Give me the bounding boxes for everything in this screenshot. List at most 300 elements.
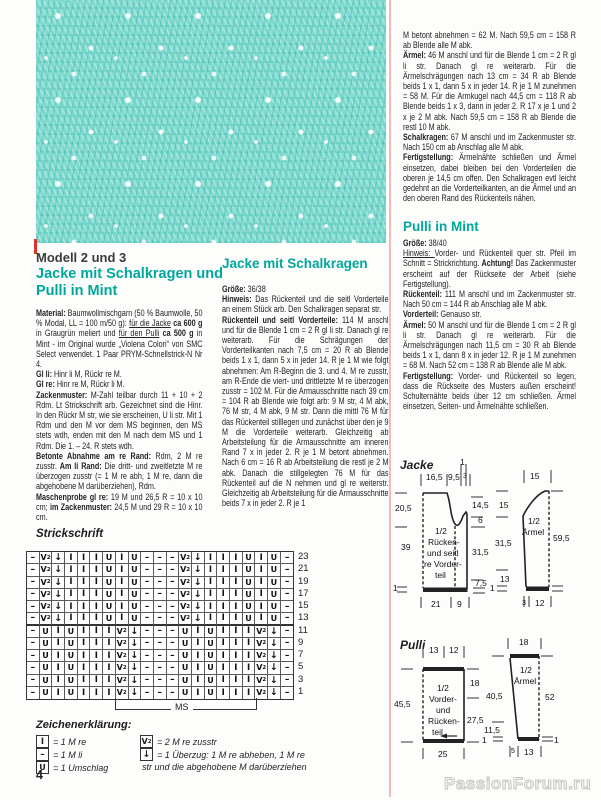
watermark: PassionForum.ru [444, 774, 592, 793]
chart-cell-yo: U [40, 662, 53, 674]
chart-cell-k: I [65, 601, 78, 613]
chart-cell-k2: V 2 [255, 675, 268, 687]
chart-cell-k: I [90, 613, 103, 625]
chart-cell-sl: ↓ [268, 638, 281, 650]
chart-cell-k: I [65, 564, 78, 576]
chart-cell-sl: ↓ [268, 687, 281, 699]
legend-text: = 1 M re [53, 736, 87, 747]
chart-cell-k: I [78, 687, 91, 699]
chart-cell-k: I [65, 589, 78, 601]
row-number: 13 [298, 612, 309, 624]
chart-cell-p: – [154, 662, 167, 674]
chart-cell-yo: U [179, 650, 192, 662]
chart-cell-sl: ↓ [129, 650, 142, 662]
legend-symbol-p-icon: – [36, 748, 49, 761]
chart-cell-k: I [192, 662, 205, 674]
chart-cell-p: – [154, 564, 167, 576]
chart-cell-k: I [116, 552, 129, 564]
paragraph [403, 309, 576, 319]
text-segment: 38/40 [428, 238, 447, 248]
chart-cell-p: – [281, 626, 294, 638]
measurement-label: 5 [511, 748, 515, 755]
paragraph [36, 492, 202, 523]
chart-cell-k: I [217, 601, 230, 613]
chart-cell-k2: V 2 [255, 638, 268, 650]
chart-cell-p: – [281, 638, 294, 650]
chart-cell-yo: U [103, 613, 116, 625]
chart-cell-k: I [205, 613, 218, 625]
right-column-text-top [403, 30, 576, 203]
text-segment: im Zackenmuster: [49, 501, 115, 512]
chart-cell-k: I [217, 675, 230, 687]
chart-cell-p: – [141, 613, 154, 625]
text-segment: Hinr re M, Rückr li M. [56, 379, 125, 390]
chart-cell-p: – [27, 638, 40, 650]
chart-cell-k2: V 2 [179, 613, 192, 625]
chart-cell-k: I [116, 601, 129, 613]
chart-cell-p: – [281, 577, 294, 589]
row-number: 7 [298, 649, 304, 660]
measurement-label: 14,5 [472, 500, 489, 510]
chart-cell-k: I [90, 650, 103, 662]
chart-cell-yo: U [129, 589, 142, 601]
chart-cell-k: I [205, 577, 218, 589]
chart-cell-yo: U [103, 577, 116, 589]
legend-symbol-k2-icon: V 2 [141, 737, 152, 746]
chart-cell-sl: ↓ [129, 626, 142, 638]
chart-cell-p: – [154, 589, 167, 601]
chart-cell-k2: V 2 [256, 688, 267, 698]
left-column-text [36, 308, 202, 522]
chart-cell-p: – [27, 601, 40, 613]
paragraph [403, 132, 576, 152]
row-number: 23 [298, 551, 309, 562]
measurement-label: 31,5 [495, 538, 512, 548]
text-segment: Hinweis: [222, 294, 256, 305]
text-segment: Hinr li M, Rückr re M. [54, 369, 122, 380]
chart-cell-k: I [103, 662, 116, 674]
text-segment: Baumwollmischgarn (50 % Baumwolle, 50 % Modal, LL = 100 m/50 g): [36, 308, 203, 329]
chart-cell-k: I [217, 564, 230, 576]
measurement-label: 59,5 [553, 533, 570, 543]
text-segment: Fertigstellung: [403, 152, 460, 163]
chart-cell-yo: U [268, 589, 281, 601]
chart-cell-yo: U [179, 638, 192, 650]
chart-cell-yo: U [40, 650, 53, 662]
chart-cell-p: – [167, 601, 180, 613]
measurement-label: 18 [519, 637, 529, 647]
measurement-label: 7,5 [475, 578, 487, 588]
legend-text: = 1 Überzug: 1 M re abheben, 1 M re [157, 749, 305, 760]
text-segment: 114 M anschl und für die Blende 1 cm = 2 R gl li str. Danach gl re weiterarb. Für die Schrägungen der Vorderteilkanten nach 7,5 cm = 20 R ab Blende beids 1 x 1, dann 5 x in jeder 14. R je 1 M wie folgt abnehmen: Am R-Beginn die 3. und 4. M re zusstr, am R-Ende die viert- und drittletzte M re überzogen zusstr = 102 M. Für die Armausschnitte nach 39 cm = 104 R ab Blende wie folgt arb: 9 M str, 4 M abk, 76 M str, 4 M abk, 9 M str. Dann die mittl 76 M für das Rückenteil stilllegen und zunächst über den je 9 M die Vorderteile weiterarb. Gleichzeitig ab Arbeitsteilung für die Armausschnitte am inneren Rand 7 x in jeder 2. R je 1 M betont abnehmen. Nach 6 cm = 16 R ab Arbeitsteilung die restl je 2 M abk. Danach die stillgelegten 76 M für das Rückenteil auf die N nehmen und gl re weiterstr. Gleichzeitig ab Arbeitsteilung für die Armausschnitte beids 7 x in jeder 2. R je 1 [222, 314, 389, 509]
chart-cell-p: – [154, 613, 167, 625]
chart-cell-sl: ↓ [129, 687, 142, 699]
measurement-label: 20,5 [395, 503, 412, 513]
schematic-pulli-drawing [393, 636, 601, 796]
chart-cell-k: I [230, 626, 243, 638]
chart-cell-k: I [116, 589, 129, 601]
text-segment: Achtung! [481, 258, 516, 269]
chart-cell-k: I [90, 662, 103, 674]
chart-cell-yo: U [129, 577, 142, 589]
chart-cell-k: I [90, 675, 103, 687]
chart-cell-k: I [65, 552, 78, 564]
text-segment: 36/38 [247, 284, 266, 294]
chart-cell-p: – [154, 626, 167, 638]
legend-item [140, 735, 330, 748]
chart-cell-k2: V 2 [179, 577, 192, 589]
chart-cell-p: – [154, 650, 167, 662]
chart-cell-sl: ↓ [52, 577, 65, 589]
paragraph [36, 308, 202, 369]
chart-cell-yo: U [268, 613, 281, 625]
chart-cell-yo: U [205, 662, 218, 674]
paragraph [403, 320, 576, 371]
chart-cell-p: – [154, 552, 167, 564]
chart-cell-sl: ↓ [268, 626, 281, 638]
chart-cell-sl: ↓ [268, 650, 281, 662]
chart-cell-p: – [27, 613, 40, 625]
chart-cell-sl: ↓ [192, 577, 205, 589]
chart-cell-k: I [255, 564, 268, 576]
chart-cell-k: I [255, 601, 268, 613]
chart-cell-k2: V 2 [40, 564, 53, 576]
chart-cell-k: I [217, 577, 230, 589]
text-segment: 111 M anschl und im Zackenmuster str. Nach 50 cm = 144 R ab Anschlag alle M abk. [403, 289, 577, 310]
chart-cell-p: – [141, 662, 154, 674]
schematic-jacke [393, 456, 601, 656]
chart-cell-k: I [90, 601, 103, 613]
chart-cell-k: I [230, 687, 243, 699]
legend-right-column [140, 735, 330, 774]
measurement-label: und seitl [427, 548, 459, 558]
page-title-line2: Pulli in Mint [36, 283, 118, 299]
chart-cell-k2: V 2 [40, 601, 53, 613]
measurement-label: 18 [470, 678, 480, 688]
measurement-label: 1/2 [437, 683, 449, 693]
chart-cell-k: I [103, 638, 116, 650]
measurement-label: 31,5 [472, 547, 489, 557]
chart-cell-p: – [141, 638, 154, 650]
schematic-jacke-drawing [393, 456, 601, 656]
section-heading-pulli: Pulli in Mint [403, 219, 479, 234]
legend-text: = 2 M re zusstr [157, 736, 217, 747]
chart-cell-k: I [78, 589, 91, 601]
chart-cell-k: I [243, 650, 256, 662]
chart-cell-p: – [167, 613, 180, 625]
legend-symbol-sl-icon: ↓ [140, 748, 153, 761]
schematic-pulli-title: Pulli [400, 638, 426, 652]
chart-cell-k: I [217, 638, 230, 650]
chart-cell-k: I [90, 638, 103, 650]
text-segment: 19 M und 26,5 R = 10 x 10 cm; [36, 491, 203, 512]
legend-title: Zeichenerklärung: [36, 719, 132, 731]
chart-cell-p: – [167, 675, 180, 687]
chart-cell-k: I [90, 577, 103, 589]
chart-cell-k: I [78, 613, 91, 625]
chart-cell-k: I [217, 662, 230, 674]
measurement-label: 13 [524, 747, 534, 757]
chart-cell-p: – [141, 564, 154, 576]
chart-cell-k2: V 2 [116, 650, 129, 662]
chart-cell-yo: U [243, 601, 256, 613]
paragraph [36, 451, 202, 492]
chart-cell-p: – [167, 662, 180, 674]
chart-cell-yo: U [65, 675, 78, 687]
legend-text-continued: str und die abgehobene M darüberziehen [142, 762, 307, 772]
chart-cell-k: I [205, 564, 218, 576]
paragraph [222, 294, 388, 314]
chart-cell-k: I [243, 638, 256, 650]
chart-cell-k: I [103, 675, 116, 687]
text-segment: Größe: [222, 284, 248, 294]
row-number: 11 [298, 624, 308, 636]
text-segment: Vorderteil: [403, 309, 441, 320]
chart-cell-k: I [192, 638, 205, 650]
row-number: 3 [298, 673, 304, 685]
chart-cell-k: I [205, 552, 218, 564]
chart-cell-k: I [217, 613, 230, 625]
chart-cell-k2: V 2 [179, 564, 192, 576]
chart-cell-p: – [167, 589, 180, 601]
chart-cell-k: I [255, 552, 268, 564]
chart-cell-p: – [167, 552, 180, 564]
text-segment: Schalkragen: [403, 132, 451, 143]
chart-cell-k: I [217, 552, 230, 564]
legend-symbol-yo-icon: U [36, 761, 49, 774]
chart-row-numbers [298, 551, 309, 698]
text-segment: Das Zackenmuster erscheint auf der Rückseite der Arbeit (siehe Fertigstellung). [403, 258, 577, 289]
chart-cell-p: – [167, 564, 180, 576]
measurement-label: teil [435, 570, 446, 580]
chart-title: Strickschrift [36, 528, 104, 540]
measurement-label: 39 [401, 542, 411, 552]
measurement-label: 16,5 [426, 472, 443, 482]
chart-cell-yo: U [40, 687, 53, 699]
chart-cell-k: I [230, 601, 243, 613]
chart-cell-k2: V 2 [40, 577, 53, 589]
chart-cell-sl: ↓ [129, 675, 142, 687]
measurement-label: Ärmel [522, 527, 545, 537]
chart-cell-k: I [78, 552, 91, 564]
chart-cell-p: – [167, 687, 180, 699]
chart-cell-p: – [154, 577, 167, 589]
chart-cell-k: I [230, 650, 243, 662]
chart-cell-k: I [243, 675, 256, 687]
chart-cell-k: I [243, 626, 256, 638]
chart-cell-yo: U [268, 564, 281, 576]
chart-cell-k2: V 2 [40, 613, 53, 625]
text-segment: Fertigstellung: [403, 370, 459, 381]
measurement-label: Ärmel [514, 676, 537, 686]
chart-cell-k: I [78, 638, 91, 650]
measurement-label: 1 [460, 457, 465, 467]
chart-cell-k: I [65, 613, 78, 625]
text-segment: Vorder- und Rückenteil quer str. Pfeil im Schnitt = Strickrichtung. [403, 248, 577, 269]
text-segment: 46 M anschl und für die Blende 1 cm = 2 R gl li str. Danach gl re weiterarb. Für die Ärmelschrägungen nach 13 cm = 34 R ab Blende beids 1 x 1, dann 5 x in jeder 14. R je 1 M zunehmen = 58 M. Für die Armkugel nach 44,5 cm = 118 R ab Blende beids 1 x 3, dann in jeder 2. R 17 x je 1 und 2 x je 2 M abk. Nach 59,5 cm = 158 R ab Blende die restl 10 M abk. [403, 50, 577, 132]
chart-cell-k2: V 2 [255, 626, 268, 638]
chart-cell-k2: V 2 [179, 552, 192, 564]
chart-cell-p: – [167, 638, 180, 650]
paragraph [403, 289, 576, 309]
text-segment: Betonte Abnahme am re Rand: [36, 450, 156, 461]
measurement-label: 9,5 [448, 472, 460, 482]
chart-cell-p: – [281, 589, 294, 601]
chart-cell-k: I [230, 577, 243, 589]
text-segment: Hinweis: [403, 248, 435, 259]
legend-item [140, 748, 330, 761]
chart-cell-sl: ↓ [268, 662, 281, 674]
chart-cell-yo: U [40, 638, 53, 650]
chart-cell-k: I [230, 589, 243, 601]
chart-cell-p: – [281, 601, 294, 613]
chart-cell-k: I [78, 662, 91, 674]
chart-cell-sl: ↓ [192, 552, 205, 564]
chart-cell-k: I [78, 650, 91, 662]
measurement-label: 13 [500, 574, 510, 584]
chart-cell-sl: ↓ [52, 589, 65, 601]
chart-cell-yo: U [103, 552, 116, 564]
chart-cell-k: I [103, 687, 116, 699]
text-segment: in Mint - im Original wurde „Violena Colori“ von SMC Select verwendet. 1 Paar PRYM-Schnellstrick-N Nr 4. [36, 328, 203, 370]
chart-cell-k: I [90, 552, 103, 564]
chart-cell-k2: V 2 [40, 589, 53, 601]
chart-cell-k: I [255, 589, 268, 601]
chart-cell-k: I [78, 564, 91, 576]
chart-cell-k: I [230, 552, 243, 564]
chart-cell-p: – [27, 650, 40, 662]
paragraph [36, 379, 202, 389]
measurement-label: 1 [554, 735, 559, 745]
chart-cell-k: I [78, 601, 91, 613]
chart-cell-p: – [281, 564, 294, 576]
chart-cell-p: – [154, 638, 167, 650]
measurement-label: 12 [535, 598, 545, 608]
legend-item [36, 735, 108, 748]
legend-symbol-k-icon: I [36, 735, 49, 748]
row-number: 1 [298, 685, 304, 697]
chart-cell-k2: V 2 [116, 662, 129, 674]
chart-cell-yo: U [243, 589, 256, 601]
row-number: 21 [298, 563, 309, 575]
chart-cell-k: I [205, 589, 218, 601]
chart-cell-k2: V 2 [116, 688, 127, 698]
chart-cell-p: – [154, 675, 167, 687]
chart-cell-yo: U [129, 613, 142, 625]
chart-cell-k: I [103, 626, 116, 638]
chart-cell-yo: U [243, 613, 256, 625]
measurement-label: teil [432, 727, 443, 737]
measurement-label: 12 [449, 645, 459, 655]
legend-item [36, 761, 108, 774]
chart-cell-p: – [154, 601, 167, 613]
chart-cell-k2: V 2 [116, 675, 129, 687]
paragraph [222, 284, 388, 294]
chart-cell-k: I [255, 613, 268, 625]
chart-cell-p: – [284, 687, 290, 698]
model-label: Modell 2 und 3 [36, 250, 127, 265]
chart-cell-k: I [116, 613, 129, 625]
page-number: 4 [36, 768, 43, 782]
chart-cell-sl: ↓ [192, 589, 205, 601]
paragraph [403, 238, 576, 248]
right-column-text-bottom [403, 238, 576, 411]
text-segment: 24,5 M und 29 R = 10 x 10 cm. [36, 501, 203, 523]
chart-cell-k: I [243, 687, 256, 699]
measurement-label: 27,5 [467, 715, 484, 725]
chart-cell-yo: U [65, 650, 78, 662]
text-segment: Rdm, 2 M re zusstr. [36, 450, 203, 472]
chart-cell-yo: U [268, 577, 281, 589]
chart-cell-k: I [230, 675, 243, 687]
chart-cell-yo: U [205, 626, 218, 638]
legend-text: = 1 M li [53, 749, 83, 760]
chart-cell-k: I [90, 564, 103, 576]
chart-cell-k: I [192, 626, 205, 638]
measurement-label: Rücken- [428, 537, 460, 547]
measurement-label: 3 [463, 473, 467, 480]
chart-cell-p: – [281, 650, 294, 662]
chart-cell-yo: U [65, 626, 78, 638]
chart-cell-p: – [27, 589, 40, 601]
chart-cell-yo: U [179, 626, 192, 638]
chart-cell-p: – [281, 552, 294, 564]
paragraph [222, 315, 388, 509]
measurement-label: 1/2 [520, 665, 532, 675]
chart-cell-yo: U [205, 638, 218, 650]
row-number: 9 [298, 636, 304, 648]
text-segment: Ärmelnähte schließen und Ärmel einsetzen, dabei bleiben bei den Vorderteilen die oberen je 14,5 cm offen. Den Schalkragen evtl leicht gedehnt an die Vorderteilkanten, an die Ärmel und an den oberen Rand des Rückenteils nähen. [403, 152, 577, 204]
chart-cell-k: I [116, 577, 129, 589]
chart-cell-p: – [27, 577, 40, 589]
chart-cell-k: I [230, 613, 243, 625]
chart-cell-p: – [141, 577, 154, 589]
legend-item [36, 748, 108, 761]
chart-cell-yo: U [205, 650, 218, 662]
row-number: 19 [298, 575, 309, 587]
text-segment: Material: [36, 308, 68, 318]
chart-cell-yo: U [179, 662, 192, 674]
measurement-label: Vorder- [429, 694, 457, 704]
measurement-label: 1/2 [528, 516, 540, 526]
chart-cell-yo: U [268, 552, 281, 564]
chart-cell-yo: U [243, 564, 256, 576]
measurement-label: 21 [431, 599, 441, 609]
chart-cell-sl: ↓ [192, 613, 205, 625]
chart-cell-yo: U [103, 601, 116, 613]
measurement-label: 13 [429, 645, 439, 655]
paragraph [36, 369, 202, 379]
chart-cell-p: – [141, 650, 154, 662]
row-number: 17 [298, 587, 309, 599]
text-segment: Genauso str. [440, 309, 482, 320]
chart-cell-k: I [103, 650, 116, 662]
chart-cell-k: I [52, 687, 65, 699]
chart-cell-p: – [141, 687, 154, 699]
chart-cell-p: – [154, 687, 167, 699]
measurement-label: Rücken- [428, 716, 460, 726]
text-segment: Gl li: [36, 369, 55, 380]
chart-cell-k2: V 2 [40, 552, 53, 564]
chart-cell-k2: V 2 [255, 650, 268, 662]
text-segment: Vorder- und Rückenteil so legen, dass die Rückseite des Musters außen erscheint! Schulternähte beids über 12 cm schließen. Ärmel einsetzen, Seiten- und Ärmelnähte schließen. [403, 370, 577, 412]
chart-cell-p: – [27, 552, 40, 564]
chart-cell-k: I [230, 564, 243, 576]
text-segment: für den Pulli [118, 328, 160, 339]
chart-cell-p: – [141, 589, 154, 601]
chart-cell-k: I [230, 662, 243, 674]
measurement-label: 3 [522, 600, 526, 607]
